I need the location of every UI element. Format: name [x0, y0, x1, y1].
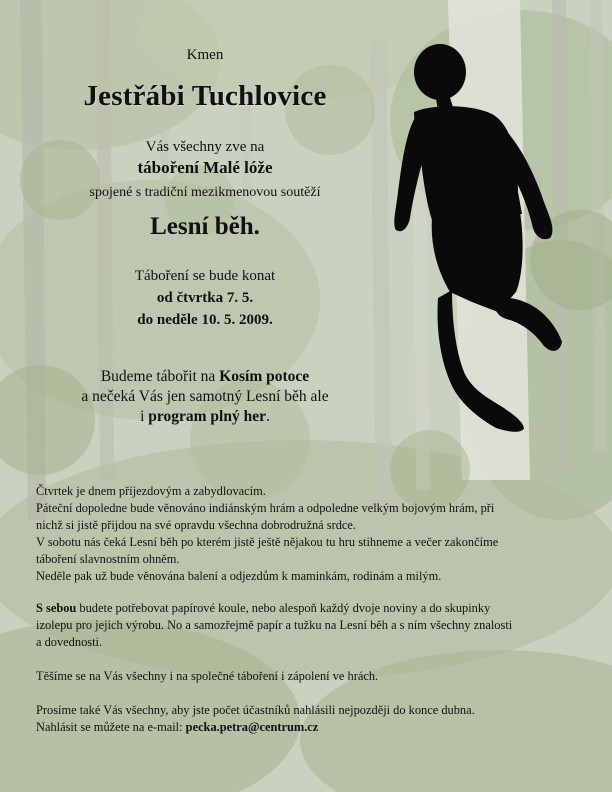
- closing-paragraph: [36, 668, 581, 685]
- invite-line: spojené s tradiční mezikmenovou soutěží: [89, 185, 321, 200]
- runner-silhouette-icon: [392, 42, 564, 434]
- kmen-label: Kmen: [186, 47, 224, 63]
- place-text: .: [266, 408, 270, 425]
- program-highlight: program plný her: [148, 408, 266, 425]
- closing-line: Těšíme se na Vás všechny i na společné táboření i zápolení ve hrách.: [36, 669, 379, 683]
- schedule-line: Neděle pak už bude věnována balení a odjezdům k maminkám, rodinám a milým.: [36, 569, 442, 583]
- bring-text: budete potřebovat papírové koule, nebo alespoň každý dvoje noviny a do skupinky: [76, 601, 491, 615]
- bring-paragraph: [36, 600, 581, 651]
- bring-bold: sebou: [46, 601, 77, 615]
- place-name: Kosím potoce: [219, 368, 310, 385]
- bring-line: [36, 600, 581, 617]
- bring-line: a dovednosti.: [36, 635, 103, 649]
- race-title: Lesní běh.: [150, 213, 260, 240]
- contact-email[interactable]: pecka.petra@centrum.cz: [185, 720, 319, 734]
- place-line: [40, 367, 370, 387]
- bring-line: izolepu pro jejich výrobu. No a samozřejmě papír a tužku na Lesní běh a s ním všechny znalosti: [36, 618, 513, 632]
- place-text: i: [140, 408, 149, 425]
- event-name: táboření Malé lóže: [137, 158, 273, 177]
- bring-bold: S: [36, 601, 46, 615]
- schedule-line: táboření slavnostním ohněm.: [36, 552, 180, 566]
- date-to: do neděle 10. 5. 2009.: [137, 312, 273, 328]
- schedule-line: nichž si jistě přijdou na své opravdu všechna dobrodružná srdce.: [36, 518, 356, 532]
- schedule-line: Čtvrtek je dnem příjezdovým a zabydlovacím.: [36, 484, 266, 498]
- place-line: [40, 407, 370, 427]
- schedule-line: V sobotu nás čeká Lesní běh po kterém jistě ještě nějakou tu hru stihneme a večer zakončíme: [36, 535, 499, 549]
- dates-intro: Táboření se bude konat: [134, 268, 276, 284]
- contact-line: [36, 719, 581, 736]
- contact-line: Prosíme také Vás všechny, aby jste počet účastníků nahlásili nejpozději do konce dubna.: [36, 703, 475, 717]
- place-line: a nečeká Vás jen samotný Lesní běh ale: [81, 388, 329, 405]
- contact-text: Nahlásit se můžete na e-mail:: [36, 720, 186, 734]
- place-block: [40, 367, 370, 427]
- place-text: Budeme tábořit na: [100, 368, 220, 385]
- contact-paragraph: [36, 702, 581, 736]
- schedule-paragraph: [36, 483, 581, 585]
- date-from: od čtvrtka 7. 5.: [156, 290, 254, 306]
- invite-line: Vás všechny zve na: [145, 139, 265, 155]
- schedule-line: Páteční dopoledne bude věnováno indiánským hrám a odpoledne velkým bojovým hrám, při: [36, 501, 495, 515]
- club-title: Jestřábi Tuchlovice: [83, 80, 327, 112]
